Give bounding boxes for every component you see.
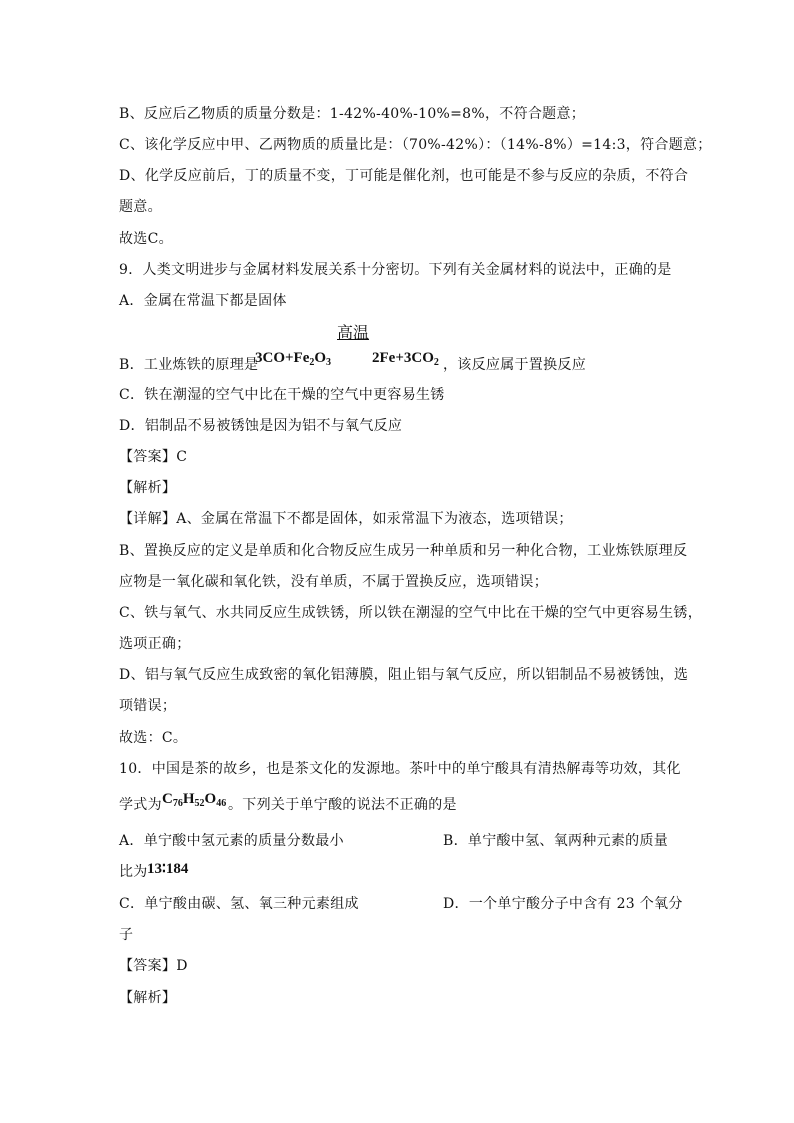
question-10-tail: 。下列关于单宁酸的说法不正确的是 [228, 797, 457, 813]
analysis-label: 【解析】 [119, 480, 177, 496]
q10-option-d: D．一个单宁酸分子中含有 23 个氧分 [443, 896, 683, 912]
q10-option-d-cont: 子 [119, 927, 134, 943]
detail-line: C、铁与氧气、水共同反应生成铁锈，所以铁在潮湿的空气中比在干燥的空气中更容易生锈， [119, 605, 703, 621]
detail-line: 选项正确； [119, 636, 191, 652]
reaction-reactants: $3CO+Fe_2O_3$ [255, 350, 332, 368]
q10-option-b-cont: 比为 [119, 864, 148, 880]
q9-option-b [119, 355, 258, 375]
answer-label: 【答案】C [119, 449, 188, 465]
reaction-condition: 高温 [337, 323, 370, 342]
text-line: D、化学反应前后，丁的质量不变，丁可能是催化剂，也可能是不参与反应的杂质，不符合 [119, 168, 689, 184]
question-9: 9．人类文明进步与金属材料发展关系十分密切。下列有关金属材料的说法中，正确的是 [119, 262, 672, 278]
q9-option-b-tail: ，该反应属于置换反应 [443, 357, 586, 373]
detail-line: 项错误； [119, 698, 177, 714]
q9-option-d: D．铝制品不易被锈蚀是因为铝不与氧气反应 [119, 418, 403, 434]
text-line: 题意。 [119, 199, 162, 215]
mass-ratio: 13∶184 [147, 861, 189, 877]
tannic-acid-formula: $C_{76}H_{52}O_{46}$ [162, 791, 227, 809]
reaction-products: $2Fe+3CO_2$ [372, 350, 439, 368]
detail-line: D、铝与氧气反应生成致密的氧化铝薄膜，阻止铝与氧气反应，所以铝制品不易被锈蚀，选 [119, 667, 689, 683]
q9-option-b-label: B．工业炼铁的原理是 [119, 357, 259, 373]
text-line: 故选C。 [119, 231, 173, 247]
q9-option-a: A．金属在常温下都是固体 [119, 293, 287, 309]
q10-option-c: C．单宁酸由碳、氢、氧三种元素组成 [119, 896, 359, 912]
question-10-cont: 学式为 [119, 797, 162, 813]
question-10: 10．中国是茶的故乡，也是茶文化的发源地。茶叶中的单宁酸具有清热解毒等功效，其化 [119, 761, 681, 777]
answer-label: 【答案】D [119, 958, 188, 974]
detail-line: 【详解】A、金属在常温下不都是固体，如汞常温下为液态，选项错误； [119, 511, 573, 527]
q9-option-c: C．铁在潮湿的空气中比在干燥的空气中更容易生锈 [119, 387, 445, 403]
detail-line: 应物是一氧化碳和氧化铁，没有单质，不属于置换反应，选项错误； [119, 574, 548, 590]
choose-line: 故选：C。 [119, 730, 188, 746]
text-line: B、反应后乙物质的质量分数是：1-42%-40%-10%=8%，不符合题意； [119, 106, 586, 122]
q10-option-a: A．单宁酸中氢元素的质量分数最小 [119, 833, 344, 849]
analysis-label: 【解析】 [119, 990, 177, 1006]
q10-option-b: B．单宁酸中氢、氧两种元素的质量 [443, 833, 669, 849]
detail-line: B、置换反应的定义是单质和化合物反应生成另一种单质和另一种化合物，工业炼铁原理反 [119, 543, 688, 559]
text-line: C、该化学反应中甲、乙两物质的质量比是：（70%-42%）：（14%-8%）=14:3，符合题意； [119, 137, 712, 153]
